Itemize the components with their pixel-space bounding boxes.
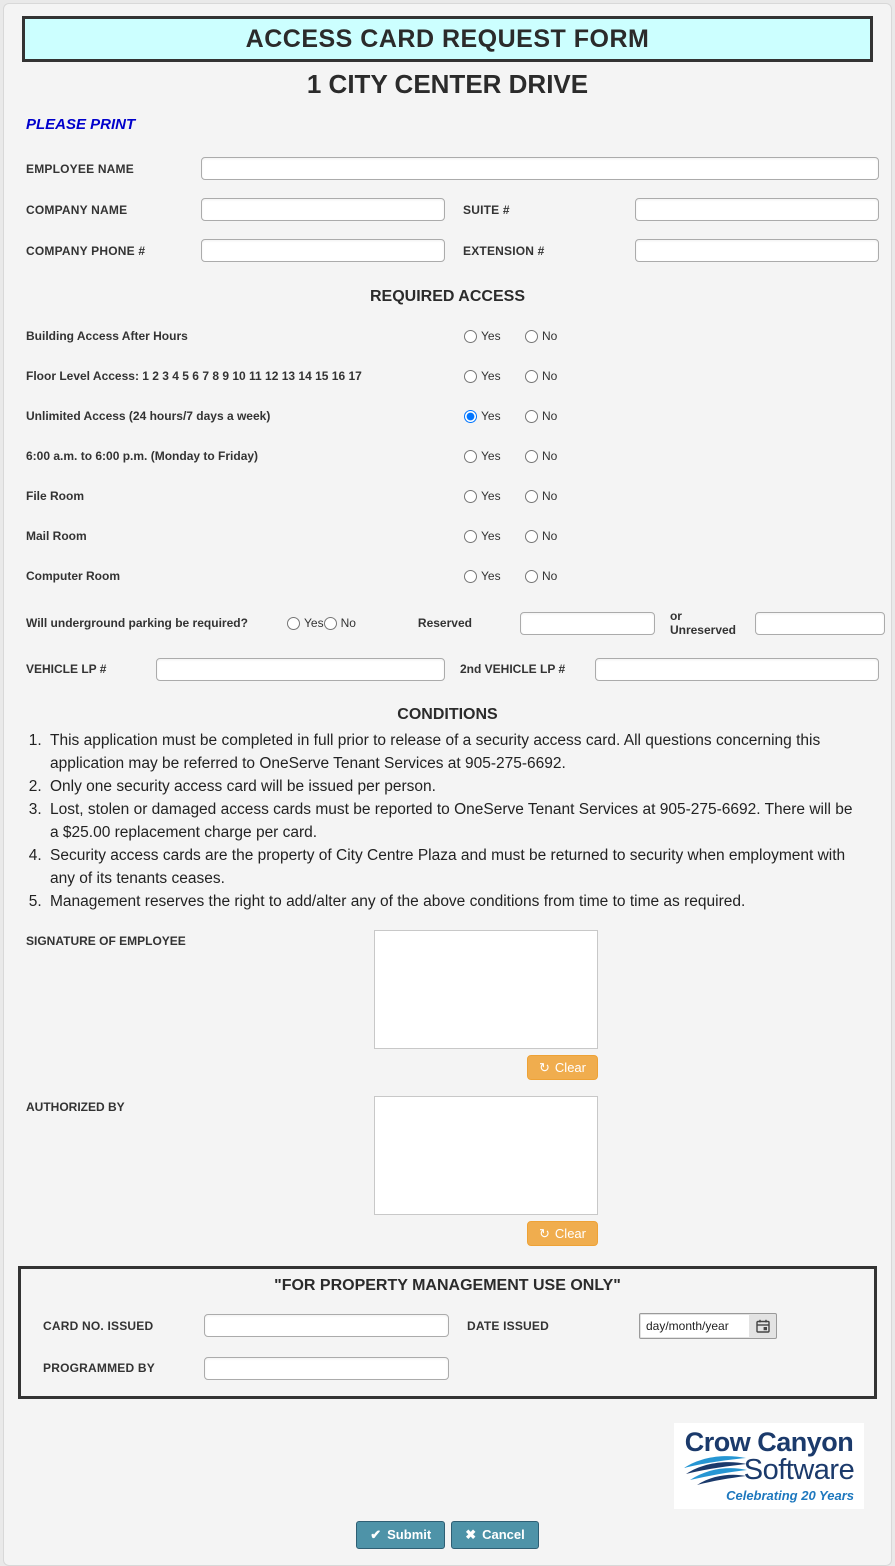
parking-no-radio[interactable] (324, 617, 337, 630)
company-phone-input[interactable] (201, 239, 445, 262)
yes-radio-option[interactable]: Yes (464, 489, 525, 503)
please-print-note: PLEASE PRINT (26, 116, 136, 133)
parking-question-label: Will underground parking be required? (26, 616, 248, 630)
contact-fields (4, 157, 891, 262)
company-name-input[interactable] (201, 198, 445, 221)
yes-radio[interactable] (464, 330, 477, 343)
logo-line1: Crow Canyon (684, 1426, 854, 1457)
programmed-by-row (29, 1357, 862, 1380)
authorized-by-label: AUTHORIZED BY (26, 1099, 125, 1114)
crow-canyon-logo (674, 1423, 864, 1509)
access-row-weekday-hours (4, 436, 891, 476)
logo-line2: Software (743, 1454, 855, 1486)
vehicle-lp2-label: 2nd VEHICLE LP # (459, 662, 566, 676)
check-icon: ✔ (370, 1526, 382, 1542)
form-panel (3, 3, 892, 1566)
wing-swoosh-icon (684, 1454, 748, 1488)
yes-radio[interactable] (464, 570, 477, 583)
condition-item: 1. This application must be completed in full prior to release of a security access card. All questions concerning this application may be referred to OneServe Tenant Services at 905-275-6692. (46, 730, 861, 776)
yes-radio-option[interactable]: Yes (464, 569, 525, 583)
cancel-button[interactable]: ✖ Cancel (451, 1521, 539, 1549)
company-phone-label: COMPANY PHONE # (26, 243, 146, 258)
date-issued-picker (639, 1313, 777, 1339)
no-radio-option[interactable]: No (525, 449, 586, 463)
access-row-unlimited (4, 396, 891, 436)
calendar-icon[interactable] (750, 1314, 776, 1338)
condition-item: 3. Lost, stolen or damaged access cards must be reported to OneServe Tenant Services at 905-275-6692. There will be a $25.00 replacement charge per card. (46, 799, 861, 845)
yes-radio-option[interactable]: Yes (464, 369, 525, 383)
parking-yes-radio[interactable] (287, 617, 300, 630)
no-radio[interactable] (525, 370, 538, 383)
required-access-title: REQUIRED ACCESS (370, 288, 525, 305)
parking-row (4, 610, 891, 636)
no-radio[interactable] (525, 410, 538, 423)
vehicle-row (4, 656, 891, 682)
authorized-by-clear-button[interactable]: ↻ Clear (527, 1221, 598, 1246)
parking-yes-option[interactable]: Yes (287, 616, 324, 630)
employee-name-row (4, 157, 891, 180)
access-row-building-after-hours (4, 316, 891, 356)
date-issued-label: DATE ISSUED (467, 1318, 549, 1333)
card-no-label: CARD NO. ISSUED (43, 1318, 154, 1333)
unreserved-input[interactable] (755, 612, 885, 635)
yes-radio[interactable] (464, 450, 477, 463)
extension-label: EXTENSION # (463, 243, 545, 258)
access-row-label: File Room (26, 489, 85, 503)
no-radio-option[interactable]: No (525, 329, 586, 343)
yes-radio-selected[interactable] (464, 410, 477, 423)
yes-radio[interactable] (464, 490, 477, 503)
access-row-label: 6:00 a.m. to 6:00 p.m. (Monday to Friday) (26, 449, 259, 463)
access-row-label: Mail Room (26, 529, 87, 543)
submit-button[interactable]: ✔ Submit (356, 1521, 445, 1549)
form-title-banner (22, 16, 873, 62)
employee-name-label: EMPLOYEE NAME (26, 161, 134, 176)
no-radio[interactable] (525, 530, 538, 543)
access-row-label: Floor Level Access: 1 2 3 4 5 6 7 8 9 10 11 12 13 14 15 16 17 (26, 369, 362, 383)
yes-radio-option[interactable]: Yes (464, 449, 525, 463)
vehicle-lp-input[interactable] (156, 658, 445, 681)
no-radio[interactable] (525, 490, 538, 503)
employee-name-input[interactable] (201, 157, 879, 180)
yes-radio[interactable] (464, 370, 477, 383)
card-no-input[interactable] (204, 1314, 449, 1337)
conditions-list (46, 730, 861, 914)
no-radio-option[interactable]: No (525, 529, 586, 543)
no-radio[interactable] (525, 570, 538, 583)
no-radio[interactable] (525, 450, 538, 463)
parking-no-option[interactable]: No (324, 616, 356, 630)
refresh-icon: ↻ (539, 1059, 550, 1075)
authorized-by-row (4, 1096, 891, 1246)
no-radio-option[interactable]: No (525, 569, 586, 583)
employee-signature-pad[interactable] (374, 930, 598, 1049)
programmed-by-input[interactable] (204, 1357, 449, 1380)
yes-radio-option[interactable]: Yes (464, 409, 525, 423)
company-name-label: COMPANY NAME (26, 202, 128, 217)
employee-signature-clear-button[interactable]: ↻ Clear (527, 1055, 598, 1080)
yes-radio-option[interactable]: Yes (464, 329, 525, 343)
property-management-title: "FOR PROPERTY MANAGEMENT USE ONLY" (274, 1276, 621, 1294)
access-row-computer-room (4, 556, 891, 596)
company-phone-row (4, 239, 891, 262)
reserved-input[interactable] (520, 612, 655, 635)
required-access-rows (4, 316, 891, 596)
no-radio[interactable] (525, 330, 538, 343)
conditions-title: CONDITIONS (397, 706, 498, 723)
yes-radio[interactable] (464, 530, 477, 543)
no-radio-option[interactable]: No (525, 369, 586, 383)
page-title: ACCESS CARD REQUEST FORM (245, 24, 650, 53)
access-row-file-room (4, 476, 891, 516)
no-radio-option[interactable]: No (525, 409, 586, 423)
vehicle-lp2-input[interactable] (595, 658, 879, 681)
x-icon: ✖ (465, 1526, 477, 1542)
reserved-label: Reserved (417, 616, 472, 630)
refresh-icon: ↻ (539, 1225, 550, 1241)
property-management-section (18, 1266, 877, 1399)
logo-tagline: Celebrating 20 Years (726, 1487, 854, 1503)
access-row-label: Computer Room (26, 569, 120, 583)
company-name-row (4, 198, 891, 221)
programmed-by-label: PROGRAMMED BY (43, 1361, 155, 1375)
vehicle-lp-label: VEHICLE LP # (26, 662, 107, 676)
access-row-floor-level (4, 356, 891, 396)
condition-item: 5. Management reserves the right to add/alter any of the above conditions from time to time as required. (46, 891, 861, 914)
extension-input[interactable] (635, 239, 879, 262)
condition-item: 4. Security access cards are the property of City Centre Plaza and must be returned to security when employment with any of its tenants ceases. (46, 845, 861, 891)
no-radio-option[interactable]: No (525, 489, 586, 503)
address-subtitle: 1 CITY CENTER DRIVE (306, 69, 589, 99)
unreserved-label: or Unreserved (669, 609, 737, 637)
access-row-label: Unlimited Access (24 hours/7 days a week) (26, 409, 271, 423)
access-row-mail-room (4, 516, 891, 556)
condition-item: 2. Only one security access card will be issued per person. (46, 776, 861, 799)
employee-signature-row (4, 930, 891, 1080)
yes-radio-option[interactable]: Yes (464, 529, 525, 543)
form-actions (4, 1521, 891, 1565)
access-row-label: Building Access After Hours (26, 329, 188, 343)
suite-input[interactable] (635, 198, 879, 221)
authorized-by-signature-pad[interactable] (374, 1096, 598, 1215)
suite-label: SUITE # (463, 202, 510, 217)
card-no-row (29, 1313, 862, 1339)
employee-signature-label: SIGNATURE OF EMPLOYEE (26, 933, 186, 948)
date-issued-input[interactable] (641, 1315, 749, 1337)
